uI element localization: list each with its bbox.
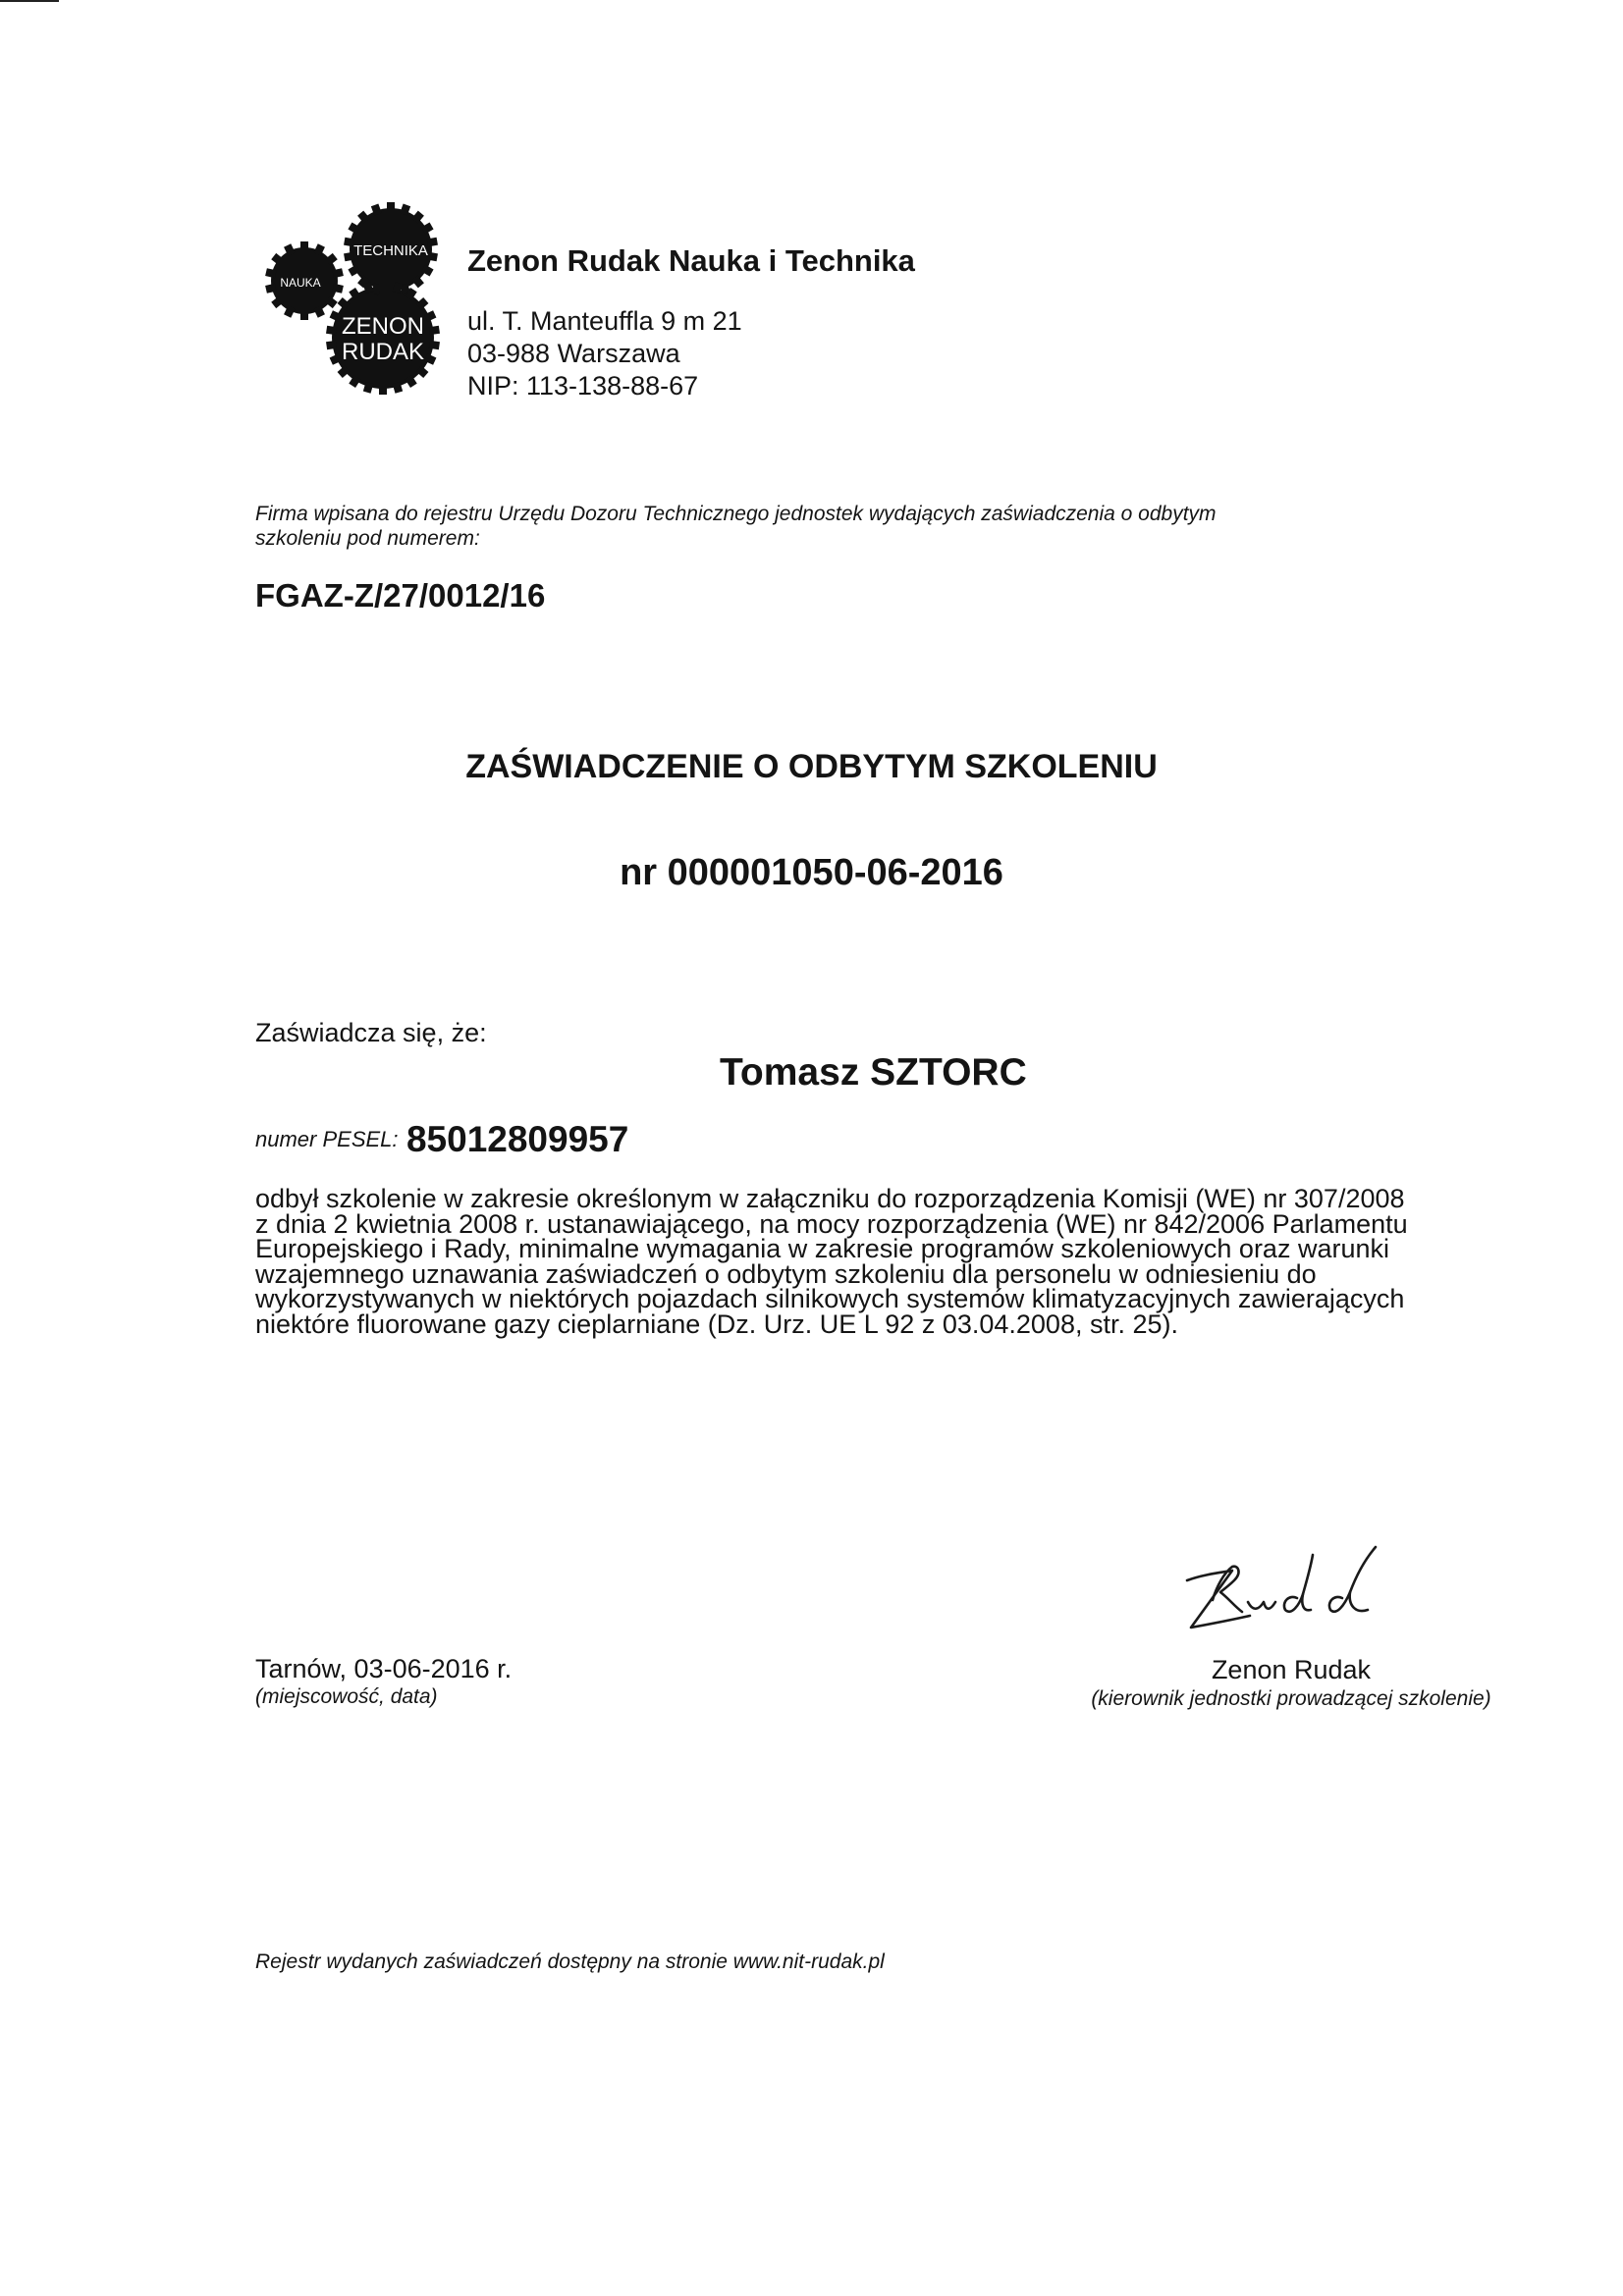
company-name: Zenon Rudak Nauka i Technika — [467, 243, 915, 278]
company-nip: NIP: 113-138-88-67 — [467, 371, 699, 400]
logo-text-technika: TECHNIKA — [353, 242, 428, 259]
gear-tooth — [300, 241, 308, 251]
body-line: z dnia 2 kwietnia 2008 r. ustanawiającego, na mocy rozporządzenia (WE) nr 842/2006 Parlamentu — [255, 1208, 1408, 1239]
body-line: Europejskiego i Rady, minimalne wymagania w zakresie programów szkoleniowych oraz warunki — [255, 1234, 1389, 1263]
body-line: wzajemnego uznawania zaświadczeń o odbytym szkoleniu dla personelu w odniesieniu do — [255, 1258, 1317, 1289]
gear-tooth — [326, 326, 337, 335]
body-line: odbył szkolenie w zakresie określonym w załączniku do rozporządzenia Komisji (WE) nr 307/2008 — [255, 1184, 1405, 1213]
body-line: wykorzystywanych w niektórych pojazdach silnikowych systemów klimatyzacyjnych zawierających — [255, 1284, 1405, 1313]
logo-text-zenon: ZENON — [342, 313, 424, 340]
gear-tooth — [300, 310, 308, 320]
gear-tooth — [427, 238, 438, 247]
gear-tooth — [379, 385, 387, 395]
certificate-body — [255, 1184, 1561, 1339]
footer-note: Rejestr wydanych zaświadczeń dostępny na stronie www.nit-rudak.pl — [255, 1950, 885, 1973]
gear-tooth — [427, 252, 438, 262]
signer-name: Zenon Rudak — [1211, 1655, 1372, 1684]
place-date-caption: (miejscowość, data) — [255, 1685, 438, 1708]
certificate-title: ZAŚWIADCZENIE O ODBYTYM SZKOLENIU — [465, 748, 1158, 785]
place-date: Tarnów, 03-06-2016 r. — [255, 1654, 513, 1683]
registry-number: FGAZ-Z/27/0012/16 — [255, 577, 546, 614]
certificate-number: nr 000001050-06-2016 — [620, 852, 1003, 893]
company-address: ul. T. Manteuffla 9 m 21 — [467, 306, 742, 336]
person-name: Tomasz SZTORC — [720, 1051, 1027, 1094]
pesel-value: 85012809957 — [406, 1119, 629, 1159]
handwritten-signature — [1173, 1541, 1399, 1649]
signer-caption: (kierownik jednostki prowadzącej szkolenie) — [1091, 1687, 1491, 1710]
registry-note: Firma wpisana do rejestru Urzędu Dozoru Technicznego jednostek wydających zaświadczenia o odbytym szkoleniu pod numerem: — [255, 503, 1217, 550]
logo-text-rudak: RUDAK — [341, 339, 425, 365]
gear-tooth — [429, 326, 440, 335]
gear-tooth — [429, 341, 440, 349]
gear-tooth — [326, 341, 337, 349]
logo-text-nauka: NAUKA — [280, 276, 321, 290]
scan-corner-mark — [0, 0, 59, 2]
company-logo — [253, 192, 450, 408]
pesel-row — [255, 1119, 628, 1160]
certifies-label: Zaświadcza się, że: — [255, 1018, 487, 1047]
company-city: 03-988 Warszawa — [467, 339, 680, 368]
body-line: niektóre fluorowane gazy cieplarniane (Dz. Urz. UE L 92 z 03.04.2008, str. 25). — [255, 1308, 1178, 1339]
gear-tooth — [379, 281, 387, 291]
pesel-label: numer PESEL: — [255, 1127, 399, 1151]
gear-tooth — [387, 202, 395, 212]
